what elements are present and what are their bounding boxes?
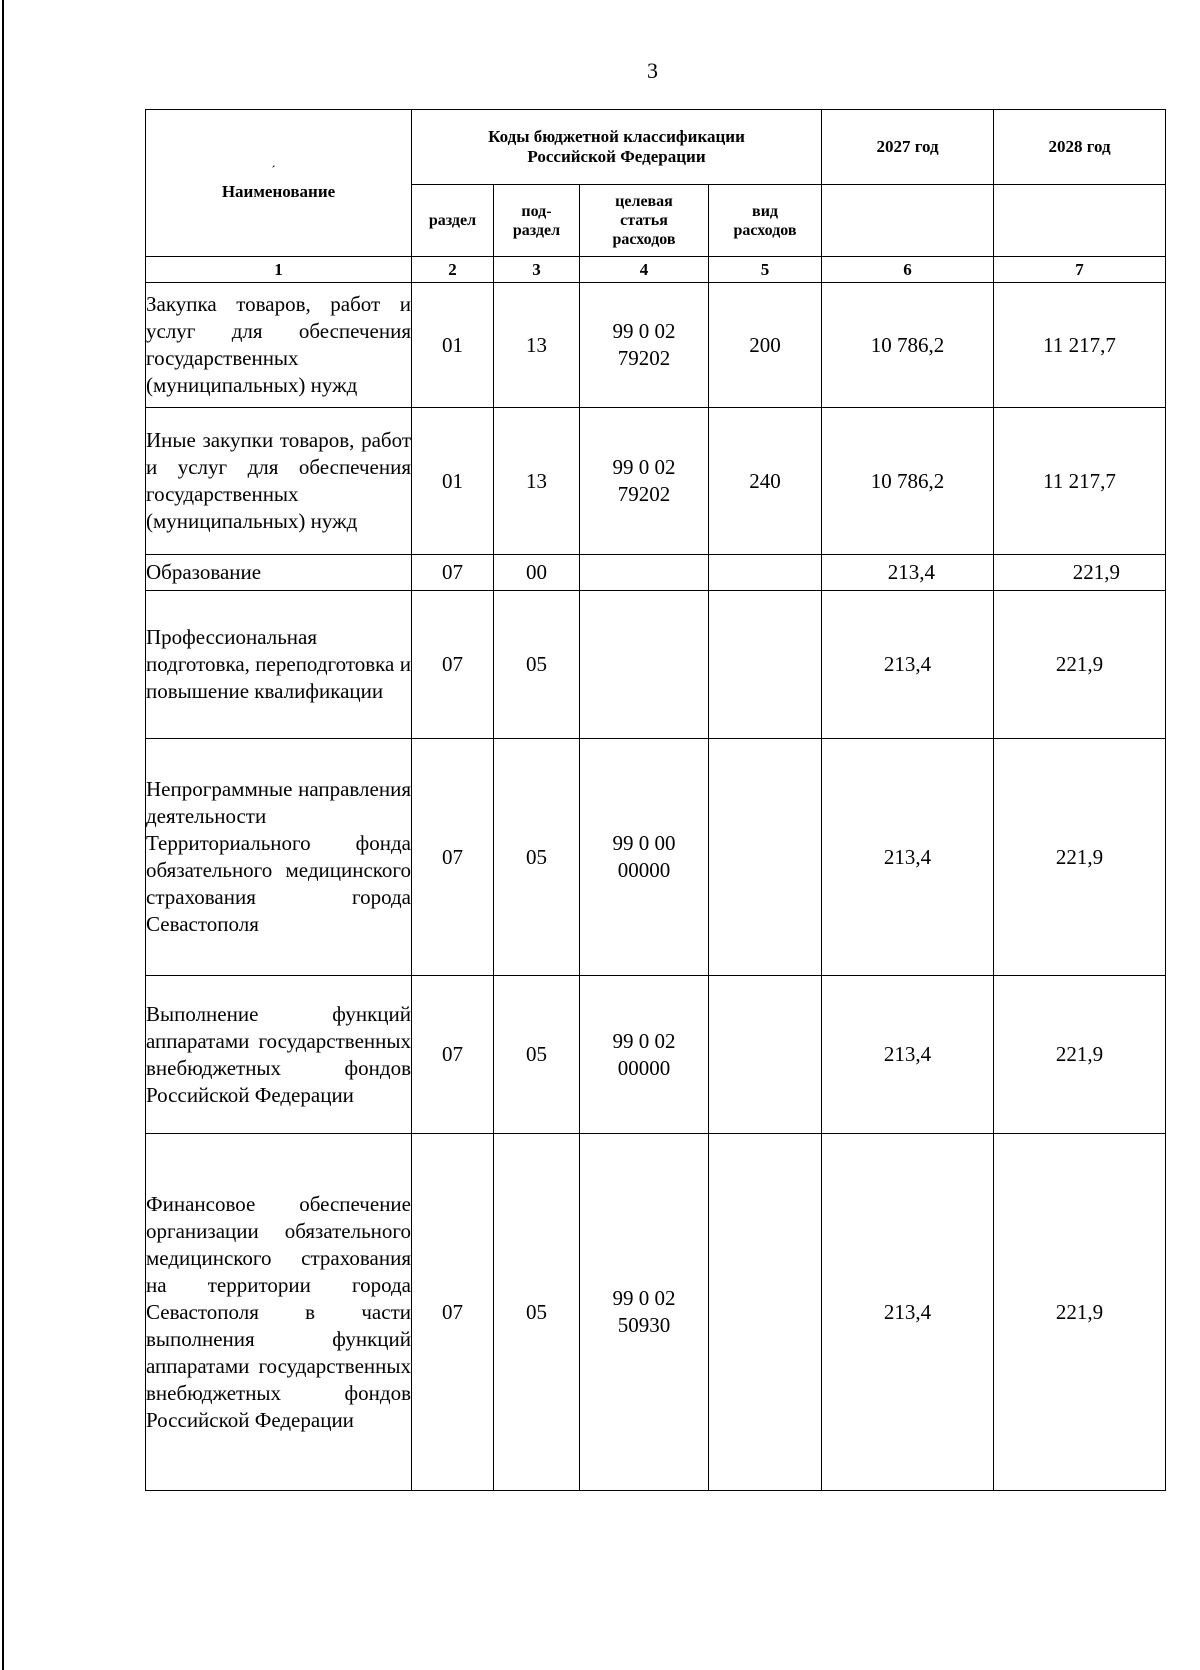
header-section: раздел — [412, 185, 494, 257]
column-number: 3 — [494, 257, 580, 283]
row-amount-2028: 11 217,7 — [994, 283, 1166, 408]
row-name: Профессиональная подготовка, переподготовка и повышение квалификации — [146, 591, 412, 739]
row-section: 07 — [412, 555, 494, 591]
row-target: 99 0 00 00000 — [580, 739, 709, 976]
header-row-1 — [146, 110, 1166, 185]
header-year-2028: 2028 год — [994, 110, 1166, 185]
row-section: 07 — [412, 1134, 494, 1491]
row-name: Непрограммные направления деятельности Территориального фонда обязательного медицинского страхования города Севастополя — [146, 739, 412, 976]
row-amount-2027: 213,4 — [822, 555, 994, 591]
row-section: 01 — [412, 283, 494, 408]
row-target: 99 0 02 50930 — [580, 1134, 709, 1491]
header-codes-group: Коды бюджетной классификации Российской Федерации — [412, 110, 822, 185]
row-expense-type: 200 — [709, 283, 822, 408]
row-amount-2027: 213,4 — [822, 976, 994, 1134]
row-amount-2028: 221,9 — [994, 1134, 1166, 1491]
header-name-cell — [146, 110, 412, 257]
row-amount-2028: 221,9 — [994, 591, 1166, 739]
row-target — [580, 555, 709, 591]
row-subsection: 00 — [494, 555, 580, 591]
row-expense-type: 240 — [709, 408, 822, 555]
row-subsection: 05 — [494, 739, 580, 976]
row-expense-type — [709, 976, 822, 1134]
row-expense-type — [709, 1134, 822, 1491]
table-row — [146, 976, 1166, 1134]
header-year-2028-blank — [994, 185, 1166, 257]
header-year-2027: 2027 год — [822, 110, 994, 185]
budget-table — [145, 109, 1166, 1491]
header-subsection: под- раздел — [494, 185, 580, 257]
row-amount-2027: 10 786,2 — [822, 408, 994, 555]
row-expense-type — [709, 739, 822, 976]
row-name: Иные закупки товаров, работ и услуг для обеспечения государственных (муниципальных) нужд — [146, 408, 412, 555]
row-section: 07 — [412, 591, 494, 739]
header-expense-type: вид расходов — [709, 185, 822, 257]
row-subsection: 13 — [494, 408, 580, 555]
row-name: Выполнение функций аппаратами государственных внебюджетных фондов Российской Федерации — [146, 976, 412, 1134]
table-row — [146, 555, 1166, 591]
row-expense-type — [709, 591, 822, 739]
row-amount-2028: 221,9 — [994, 739, 1166, 976]
column-number: 2 — [412, 257, 494, 283]
row-subsection: 05 — [494, 976, 580, 1134]
row-amount-2027: 10 786,2 — [822, 283, 994, 408]
column-number: 4 — [580, 257, 709, 283]
row-amount-2027: 213,4 — [822, 739, 994, 976]
column-number: 1 — [146, 257, 412, 283]
row-section: 01 — [412, 408, 494, 555]
table-row — [146, 739, 1166, 976]
row-target: 99 0 02 79202 — [580, 283, 709, 408]
column-number-row — [146, 257, 1166, 283]
row-amount-2027: 213,4 — [822, 591, 994, 739]
row-expense-type — [709, 555, 822, 591]
header-name: Наименование — [221, 182, 336, 201]
page-number: 3 — [647, 58, 658, 83]
row-subsection: 05 — [494, 591, 580, 739]
column-number: 5 — [709, 257, 822, 283]
row-amount-2028: 221,9 — [994, 555, 1166, 591]
row-target: 99 0 02 00000 — [580, 976, 709, 1134]
row-subsection: 13 — [494, 283, 580, 408]
table-row — [146, 283, 1166, 408]
header-year-2027-blank — [822, 185, 994, 257]
row-amount-2027: 213,4 — [822, 1134, 994, 1491]
table-row — [146, 1134, 1166, 1491]
column-number: 6 — [822, 257, 994, 283]
column-number: 7 — [994, 257, 1166, 283]
row-section: 07 — [412, 976, 494, 1134]
row-subsection: 05 — [494, 1134, 580, 1491]
scan-left-edge — [2, 0, 4, 1670]
row-section: 07 — [412, 739, 494, 976]
header-target: целевая статья расходов — [580, 185, 709, 257]
row-target: 99 0 02 79202 — [580, 408, 709, 555]
row-amount-2028: 221,9 — [994, 976, 1166, 1134]
row-name: Образование — [146, 555, 412, 591]
row-amount-2028: 11 217,7 — [994, 408, 1166, 555]
table-row — [146, 408, 1166, 555]
row-name: Финансовое обеспечение организации обязательного медицинского страхования на территории города Севастополя в части выполнения функций аппаратами государственных внебюджетных фондов Российской Федерации — [146, 1134, 412, 1491]
table-row — [146, 591, 1166, 739]
row-target — [580, 591, 709, 739]
scan-mark: ´ — [271, 163, 276, 177]
row-name: Закупка товаров, работ и услуг для обеспечения государственных (муниципальных) нужд — [146, 283, 412, 408]
